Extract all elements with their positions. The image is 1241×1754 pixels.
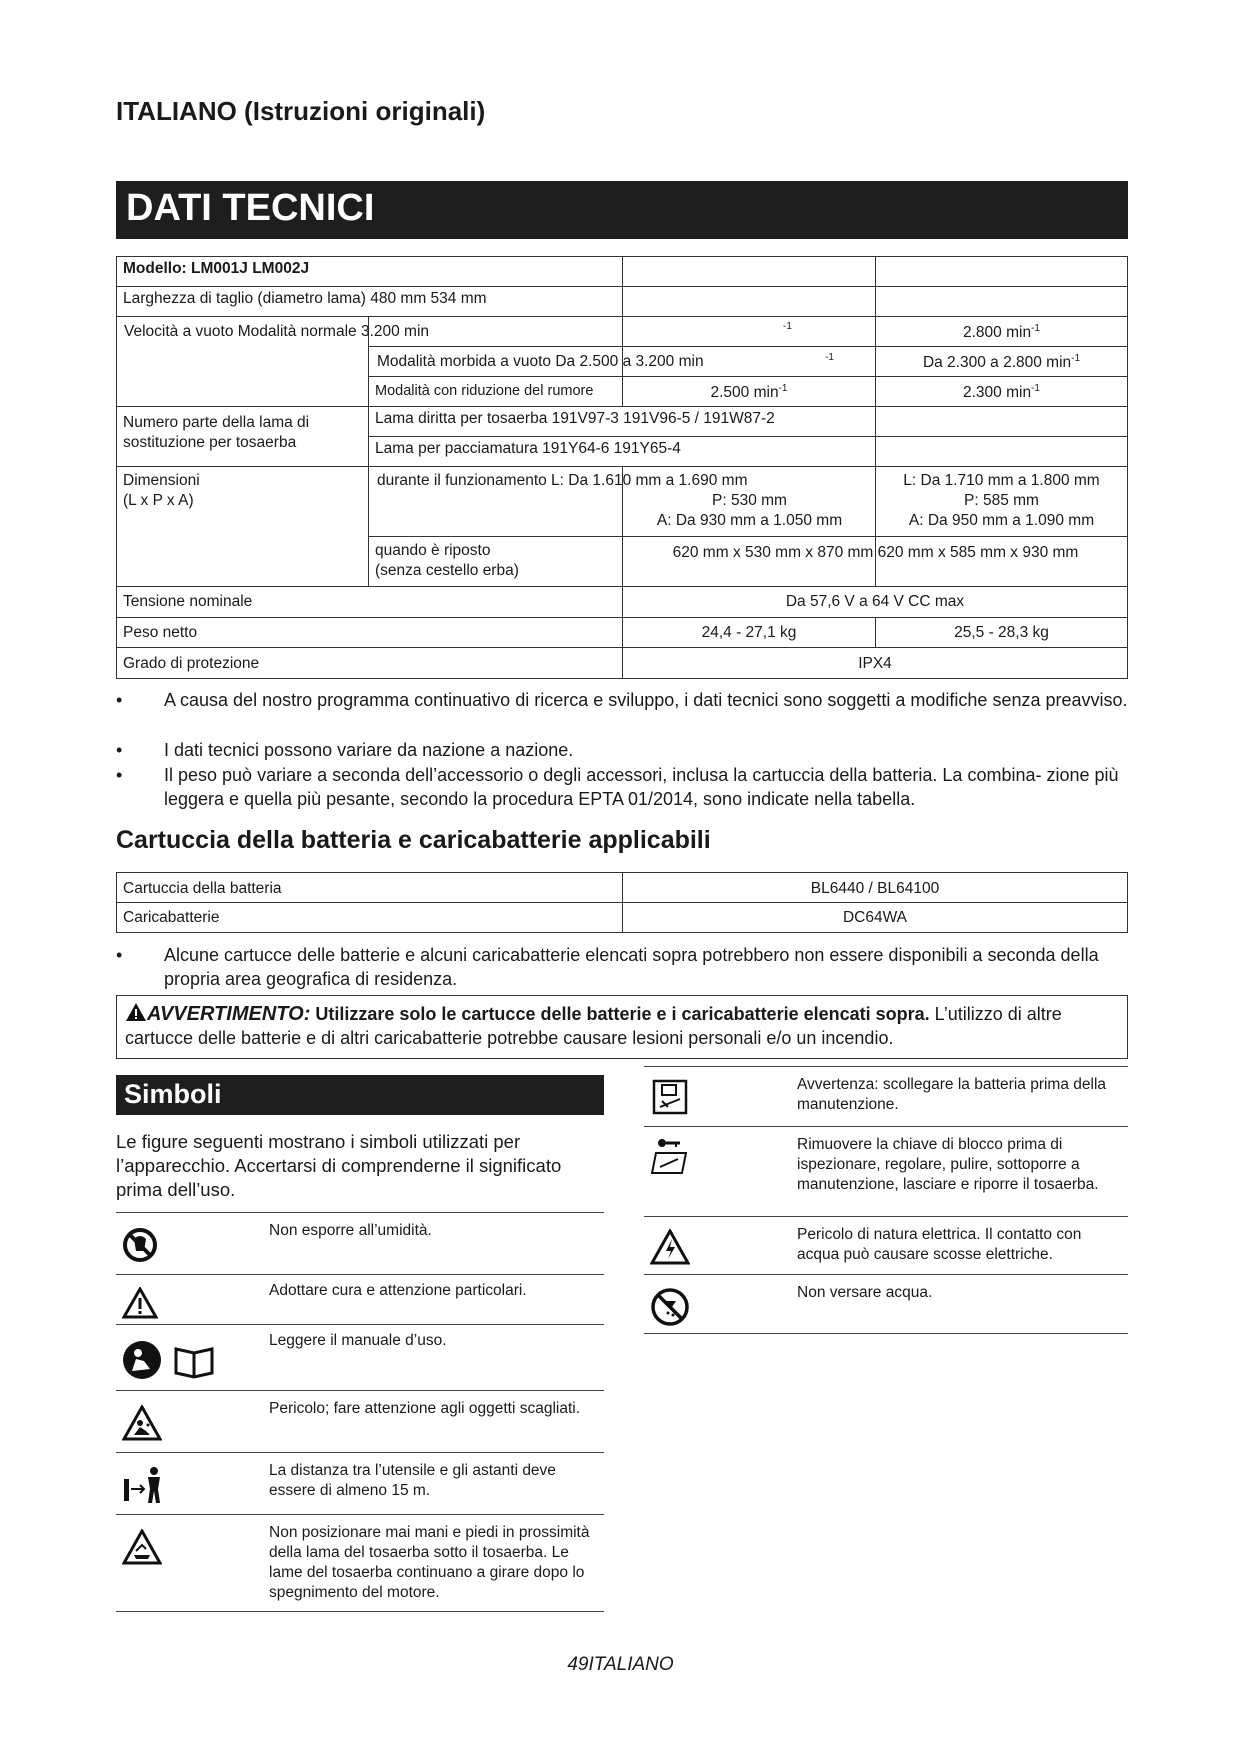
read-manual-icon	[122, 1339, 218, 1381]
normal-mode-spacer	[369, 317, 623, 347]
dim-lm002-cell	[876, 467, 1128, 537]
noise-lm001-exponent: -1	[778, 383, 788, 394]
symbol-description: Adottare cura e attenzione particolari.	[269, 1282, 527, 1299]
warning-triangle-icon	[125, 1002, 147, 1022]
charger-value: DC64WA	[623, 903, 1128, 933]
dim-stored-note: (senza cestello erba)	[375, 562, 519, 579]
noload-lm002-cell	[876, 317, 1128, 347]
note-item: • I dati tecnici possono variare da nazione a nazione.	[116, 738, 1128, 762]
dim-stored-label-cell	[369, 537, 623, 587]
caution-triangle-icon	[122, 1287, 158, 1319]
dim-a-lm002: A: Da 950 mm a 1.090 mm	[908, 512, 1095, 529]
voltage-value-cell: Da 57,6 V a 64 V CC max	[623, 587, 1128, 618]
symbol-description: Pericolo di natura elettrica. Il contatto con acqua può causare scosse elettriche.	[797, 1226, 1082, 1263]
soft-lm002-exponent: -1	[1071, 353, 1081, 364]
remove-lock-key-icon	[650, 1137, 692, 1177]
symbol-description: Non versare acqua.	[797, 1284, 933, 1301]
symbol-description: Pericolo; fare attenzione agli oggetti scagliati.	[269, 1400, 581, 1417]
weight-label-cell: Peso netto	[116, 618, 623, 648]
dim-p-lm001: P: 530 mm	[712, 492, 787, 509]
soft-lm002-cell	[876, 347, 1128, 377]
symbol-description: Leggere il manuale d’uso.	[269, 1332, 447, 1349]
noload-lm002-value: 2.800 min	[963, 324, 1032, 342]
blade-mulch-cell: Lama per pacciamatura 191Y64-6 191Y65-4	[369, 437, 876, 467]
symbol-description: Rimuovere la chiave di blocco prima di ispezionare, regolare, pulire, sottoporre a manutenzione, lasciare e riporre il tosaerba.	[797, 1136, 1099, 1193]
note-item: • A causa del nostro programma continuativo di ricerca e sviluppo, i dati tecnici sono soggetti a modifiche senza preavviso.	[116, 690, 1128, 710]
symbols-intro: Le figure seguenti mostrano i simboli utilizzati per l’apparecchio. Accertarsi di comprenderne il significato prima dell’uso.	[116, 1131, 562, 1200]
warning-text: L’utilizzo di altre cartucce delle batterie e di altri caricabatterie potrebbe causare lesioni personali e/o un incendio.	[125, 1004, 1062, 1048]
noise-mode-cell: Modalità con riduzione del rumore	[369, 377, 623, 407]
symbol-row	[644, 1066, 1128, 1126]
dimensions-label-cell	[116, 467, 369, 587]
battery-section-title: Cartuccia della batteria e caricabatterie applicabili	[116, 826, 711, 854]
soft-mode-text: Modalità morbida a vuoto Da 2.500 a 3.200 min	[377, 353, 704, 370]
dim-l-lm002: L: Da 1.710 mm a 1.800 mm	[903, 472, 1100, 489]
noise-lm001-cell	[623, 377, 876, 407]
symbol-row	[644, 1216, 1128, 1274]
warning-bold-text: Utilizzare solo le cartucce delle batterie e i caricabatterie elencati sopra.	[315, 1004, 930, 1024]
symbol-description: Avvertenza: scollegare la batteria prima della manutenzione.	[797, 1076, 1107, 1113]
symbol-row	[116, 1324, 604, 1390]
language-title: ITALIANO (Istruzioni originali)	[116, 96, 486, 126]
soft-lm001-exponent: -1	[825, 352, 834, 363]
soft-lm001-cell	[623, 347, 876, 377]
warning-box	[116, 995, 1128, 1059]
note-item: • Il peso può variare a seconda dell’accessorio o degli accessori, inclusa la cartuccia della batteria. La combina- zione più leggera e quella più pesante, secondo la procedura EPTA 01/2014, sono indicate nella tabella.	[116, 763, 1128, 811]
cutting-width-lm002-cell	[876, 287, 1128, 317]
weight-lm001-cell: 24,4 - 27,1 kg	[623, 618, 876, 648]
symbol-description: La distanza tra l’utensile e gli astanti deve essere di almeno 15 m.	[269, 1462, 556, 1499]
blade-label-cell: Numero parte della lama di sostituzione per tosaerba	[116, 407, 369, 467]
blade-hands-feet-icon	[122, 1529, 162, 1565]
no-water-icon	[650, 1287, 690, 1327]
symbol-row	[116, 1390, 604, 1452]
bystander-distance-icon	[122, 1465, 166, 1505]
disconnect-battery-icon	[650, 1077, 690, 1117]
model-lm002-cell	[876, 256, 1128, 287]
noload-lm002-exponent: -1	[1031, 323, 1040, 334]
noise-lm001-value: 2.500 min	[710, 384, 779, 402]
model-lm001-cell	[623, 256, 876, 287]
electric-hazard-icon	[650, 1229, 690, 1265]
symbol-row	[116, 1274, 604, 1324]
protection-label-cell: Grado di protezione	[116, 648, 623, 679]
dim-stored-label: quando è riposto	[375, 542, 491, 559]
cutting-width-lm001-cell	[623, 287, 876, 317]
protection-value-cell: IPX4	[623, 648, 1128, 679]
battery-note-item: • Alcune cartucce delle batterie e alcuni caricabatterie elencati sopra potrebbero non essere disponibili a seconda della propria area geografica di residenza.	[116, 943, 1128, 991]
noload-lm001-exponent: -1	[783, 321, 792, 332]
symbol-row	[116, 1514, 604, 1612]
dim-a-lm001: A: Da 930 mm a 1.050 mm	[656, 512, 843, 529]
battery-cartridge-label: Cartuccia della batteria	[116, 872, 623, 903]
noise-lm002-value: 2.300 min	[963, 384, 1032, 402]
note-text: A causa del nostro programma continuativo di ricerca e sviluppo, i dati tecnici sono soggetti a modifiche senza preavviso.	[164, 690, 1128, 710]
symbol-row	[116, 1212, 604, 1274]
dim-lm001-values	[623, 491, 876, 531]
symbol-row	[644, 1126, 1128, 1216]
note-text: Il peso può variare a seconda dell’accessorio o degli accessori, inclusa la cartuccia della batteria. La combina- zione più leggera e quella più pesante, secondo la procedura EPTA 01/2014, sono indicate nella tabella.	[164, 765, 1119, 809]
blade-straight-cell: Lama diritta per tosaerba 191V97-3 191V96-5 / 191W87-2	[369, 407, 876, 437]
model-values: LM001J LM002J	[191, 260, 310, 277]
voltage-label-cell: Tensione nominale	[116, 587, 623, 618]
thrown-objects-icon	[122, 1405, 162, 1441]
symbols-section-title: Simboli	[116, 1075, 604, 1115]
model-label: Modello:	[123, 260, 187, 277]
dim-p-lm002: P: 585 mm	[964, 492, 1039, 509]
note-text: I dati tecnici possono variare da nazione a nazione.	[164, 740, 574, 760]
noload-lm001-cell	[623, 317, 876, 347]
battery-cartridge-value: BL6440 / BL64100	[623, 872, 1128, 903]
symbol-description: Non posizionare mai mani e piedi in prossimità della lama del tosaerba sotto il tosaerba. Le lame del tosaerba continuano a girare dopo lo spegnimento del motore.	[269, 1524, 590, 1601]
dimensions-axes-label: (L x P x A)	[123, 492, 194, 509]
blade-mulch-lm002-cell	[876, 437, 1128, 467]
battery-note-text: Alcune cartucce delle batterie e alcuni caricabatterie elencati sopra potrebbero non essere disponibili a seconda della propria area geografica di residenza.	[164, 945, 1099, 989]
symbol-row	[644, 1274, 1128, 1334]
symbol-description: Non esporre all’umidità.	[269, 1222, 432, 1239]
symbol-row	[116, 1452, 604, 1514]
dimensions-label: Dimensioni	[123, 472, 200, 489]
blade-straight-lm002-cell	[876, 407, 1128, 437]
noise-lm002-cell	[876, 377, 1128, 407]
soft-lm002-value: Da 2.300 a 2.800 min	[922, 354, 1072, 372]
charger-label: Caricabatterie	[116, 903, 623, 933]
weight-lm002-cell: 25,5 - 28,3 kg	[876, 618, 1128, 648]
dim-stored-values: 620 mm x 530 mm x 870 mm 620 mm x 585 mm x 930 mm	[672, 544, 1079, 561]
specs-section-title: DATI TECNICI	[116, 181, 1128, 239]
noload-speed-text: Velocità a vuoto Modalità normale 3.200 min	[124, 323, 430, 340]
page-footer: 49ITALIANO	[567, 1654, 674, 1675]
model-cell	[116, 256, 623, 287]
warning-title: AVVERTIMENTO:	[147, 1003, 311, 1025]
cutting-width-cell: Larghezza di taglio (diametro lama) 480 mm 534 mm	[116, 287, 623, 317]
noise-lm002-exponent: -1	[1031, 383, 1040, 394]
no-moisture-icon	[122, 1227, 158, 1263]
dim-operating-text: durante il funzionamento L: Da 1.610 mm a 1.690 mm	[377, 472, 748, 489]
